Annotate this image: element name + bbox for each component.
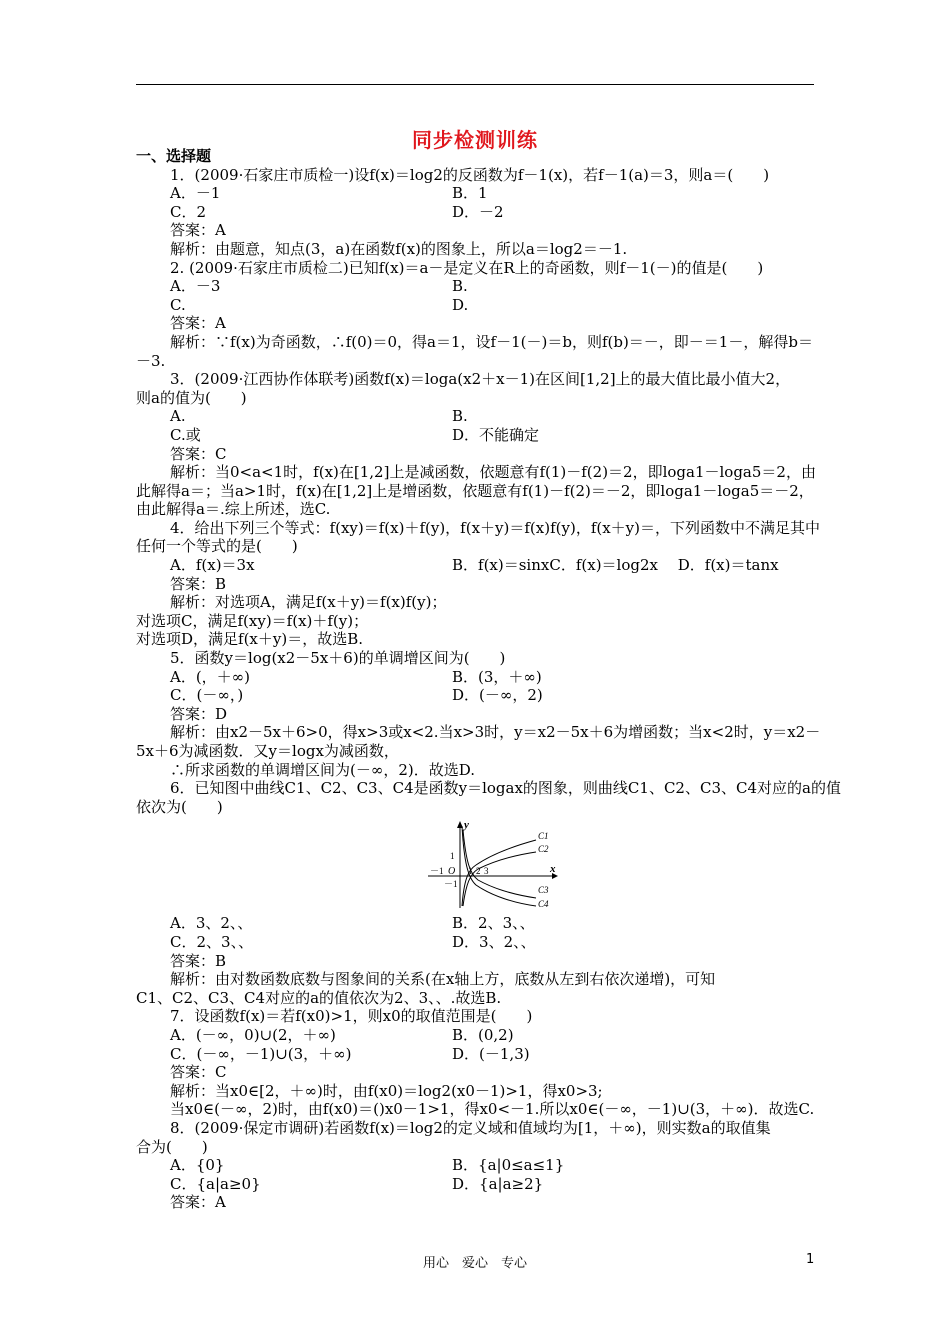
option: D．3、2、、 (452, 932, 536, 951)
option: A．－3 (170, 277, 221, 296)
question-6: 6．已知图中曲线C1、C2、C3、C4是函数y＝logax的图象，则曲线C1、C2、C3、C4对应的a的值 (170, 779, 841, 798)
origin-label: O (448, 866, 456, 878)
analysis: 解析：对选项A，满足f(x＋y)＝f(x)f(y)； (170, 593, 447, 612)
y-label: y (464, 819, 469, 832)
analysis-cont: 对选项D，满足f(x＋y)＝，故选B. (136, 630, 364, 649)
options-row (136, 668, 814, 687)
option: B．{a|0≤a≤1} (452, 1156, 565, 1175)
option: C．(－∞，－1)∪(3，＋∞) (170, 1044, 352, 1063)
option: A. (170, 407, 186, 426)
tick-label: 2 (476, 866, 481, 877)
option: A．(－∞，0)∪(2，＋∞) (170, 1025, 336, 1044)
option: C．(－∞，) (170, 686, 244, 705)
options-row (136, 277, 814, 296)
answer: 答案：C (170, 1063, 227, 1082)
options-row (136, 426, 814, 445)
answer: 答案：B (170, 951, 227, 970)
tick-label: －1 (430, 866, 444, 877)
option: D．－2 (452, 202, 504, 221)
options-row (136, 1175, 814, 1194)
options-row (136, 914, 814, 933)
option: C．2 (170, 202, 207, 221)
option: B．(3，＋∞) (452, 667, 542, 686)
option: A．3、2、、 (170, 914, 253, 933)
log-curves-figure (136, 818, 814, 910)
tick-label: 3 (484, 866, 489, 877)
option: B．1 (452, 184, 488, 203)
question-8: 8．(2009·保定市调研)若函数f(x)＝log2的定义域和值域均为[1，＋∞)，则实数a的取值集 (170, 1118, 771, 1137)
option: D．(－1,3) (452, 1044, 530, 1063)
analysis-cont: 当x0∈(－∞，2)时，由f(x0)＝()x0－1>1，得x0<－1.所以x0∈(－∞，－1)∪(3，＋∞)．故选C. (170, 1100, 815, 1119)
question-8-cont: 合为( ) (136, 1137, 208, 1156)
options-row (136, 184, 814, 203)
answer: 答案：A (170, 1193, 226, 1212)
curve-c3 (463, 830, 536, 898)
question-6-cont: 依次为( ) (136, 797, 223, 816)
option: A．(，＋∞) (170, 667, 251, 686)
analysis-cont: C1、C2、C3、C4对应的a的值依次为2、3、、.故选B. (136, 988, 502, 1007)
option: A．－1 (170, 184, 221, 203)
analysis-cont: 由此解得a＝.综上所述，选C. (136, 500, 331, 519)
options-row (136, 933, 814, 952)
question-4: 4．给出下列三个等式：f(xy)＝f(x)＋f(y)，f(x＋y)＝f(x)f(y)，f(x＋y)＝，下列函数中不满足其中 (170, 518, 821, 537)
analysis: 解析：∵f(x)为奇函数，∴f(0)＝0，得a＝1，设f－1(－)＝b，则f(b)＝－，即－＝1－，解得b＝ (170, 332, 813, 351)
options-row (136, 1026, 814, 1045)
option: A．f(x)＝3x (170, 556, 255, 575)
options-row (136, 686, 814, 705)
option: B．f(x)＝sinxC．f(x)＝log2x D．f(x)＝tanx (452, 556, 779, 575)
analysis-cont: 对选项C，满足f(xy)＝f(x)＋f(y)； (136, 611, 369, 630)
question-3-cont: 则a的值为( ) (136, 388, 247, 407)
curve-c2 (463, 852, 536, 906)
section-heading: 一、选择题 (136, 147, 212, 165)
curve-label-c1: C1 (538, 831, 549, 842)
option: C．2、3、、 (170, 932, 254, 951)
page-number: 1 (806, 1252, 815, 1267)
document-body (136, 147, 841, 1212)
options-row (136, 1156, 814, 1175)
option: D. (452, 295, 469, 314)
question-3: 3．(2009·江西协作体联考)函数f(x)＝loga(x2＋x－1)在区间[1,2]上的最大值比最小值大2， (170, 370, 791, 389)
option: C. (170, 295, 186, 314)
x-label: x (550, 863, 556, 876)
analysis: 解析：由题意，知点(3，a)在函数f(x)的图象上，所以a＝log2＝－1. (170, 239, 628, 258)
log-curves-graph (424, 818, 564, 910)
curve-c4 (462, 826, 536, 906)
analysis-cont: －3. (136, 351, 166, 370)
options-row (136, 203, 814, 222)
option: B．(0,2) (452, 1025, 514, 1044)
options-row (136, 556, 814, 575)
answer: 答案：A (170, 221, 226, 240)
answer: 答案：B (170, 574, 227, 593)
options-row (136, 296, 814, 315)
analysis-cont: 5x＋6为减函数．又y＝logx为减函数， (136, 742, 399, 760)
header-rule (136, 84, 814, 85)
option: D．不能确定 (452, 425, 540, 444)
option: B. (452, 407, 468, 426)
option: D．(－∞，2) (452, 686, 543, 705)
option: C．{a|a≥0} (170, 1174, 261, 1193)
curve-label-c4: C4 (538, 899, 549, 910)
question-5: 5．函数y＝log(x2－5x＋6)的单调增区间为( ) (170, 649, 506, 668)
option: B. (452, 277, 468, 296)
page-footer: 用心 爱心 专心 (422, 1256, 527, 1271)
analysis: 解析：当x0∈[2，＋∞)时，由f(x0)＝log2(x0－1)>1，得x0>3; (170, 1081, 603, 1100)
question-7: 7．设函数f(x)＝若f(x0)>1，则x0的取值范围是( ) (170, 1007, 533, 1026)
option: C.或 (170, 425, 201, 444)
analysis-cont: 此解得a＝；当a>1时，f(x)在[1,2]上是增函数，依题意有f(1)－f(2)＝－2，即loga1－loga5＝－2， (136, 481, 814, 500)
curve-label-c2: C2 (538, 844, 549, 855)
option: B．2、3、、 (452, 914, 535, 933)
analysis: 解析：由对数函数底数与图象间的关系(在x轴上方，底数从左到右依次递增)，可知 (170, 970, 716, 989)
question-1: 1．(2009·石家庄市质检一)设f(x)＝log2的反函数为f－1(x)，若f－1(a)＝3，则a＝( ) (170, 165, 770, 184)
answer: 答案：C (170, 444, 227, 463)
tick-label: －1 (444, 879, 458, 890)
tick-label: 1 (468, 866, 473, 877)
question-4-cont: 任何一个等式的是( ) (136, 537, 298, 556)
question-2: 2. (2009·石家庄市质检二)已知f(x)＝a－是定义在R上的奇函数，则f－1(－)的值是( ) (170, 258, 764, 277)
curve-label-c3: C3 (538, 885, 549, 896)
tick-label: 1 (450, 851, 455, 862)
analysis-cont: ∴所求函数的单调增区间为(－∞，2)．故选D. (170, 760, 476, 779)
page-title: 同步检测训练 (412, 128, 538, 152)
option: A．{0} (170, 1156, 225, 1175)
analysis: 解析：由x2－5x＋6>0，得x>3或x<2.当x>3时，y＝x2－5x＋6为增函数；当x<2时，y＝x2－ (170, 723, 821, 742)
options-row (136, 1045, 814, 1064)
options-row (136, 407, 814, 426)
analysis: 解析：当0<a<1时，f(x)在[1,2]上是减函数，依题意有f(1)－f(2)＝2，即loga1－loga5＝2，由 (170, 463, 816, 482)
answer: 答案：A (170, 314, 226, 333)
option: D．{a|a≥2} (452, 1174, 544, 1193)
answer: 答案：D (170, 704, 228, 723)
